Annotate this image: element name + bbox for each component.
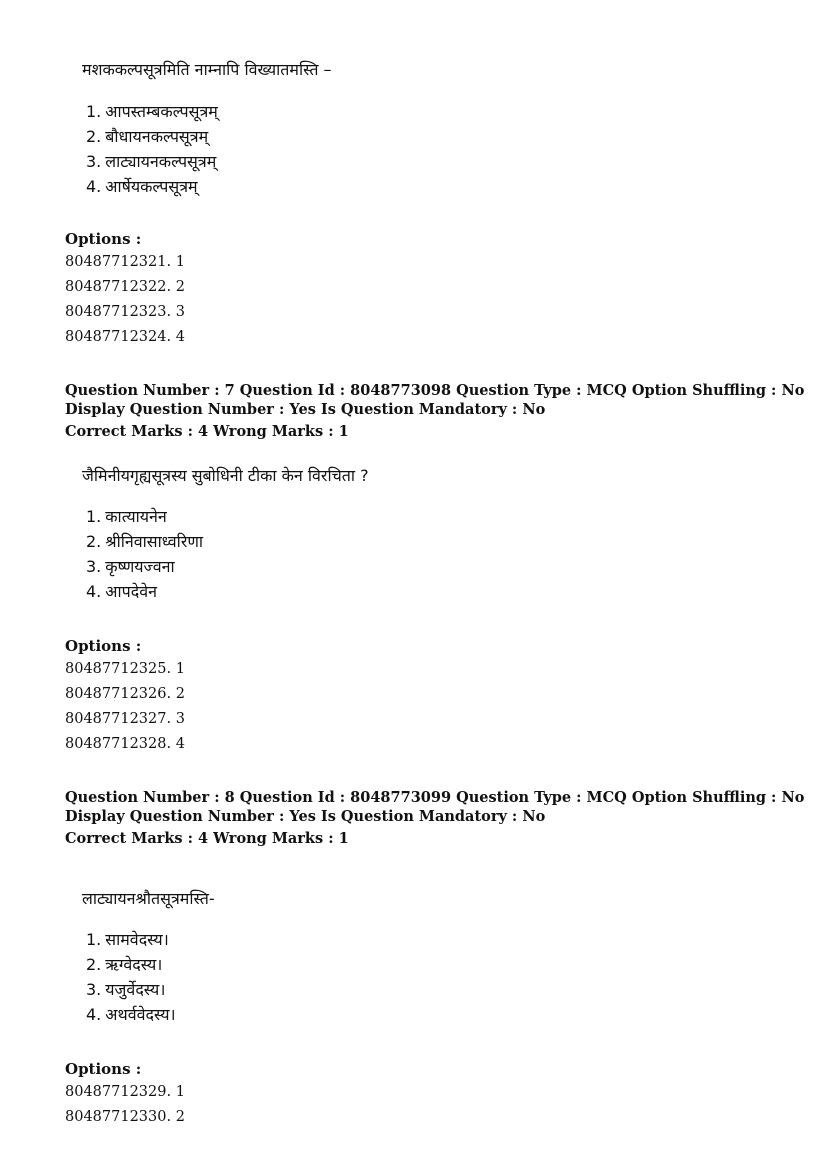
- question-stem: मशककल्पसूत्रमिति नाम्नापि विख्यातमस्ति –: [82, 60, 332, 79]
- options-label: Options :: [65, 637, 142, 655]
- question-meta-line: Display Question Number : Yes Is Question Mandatory : No: [65, 401, 546, 418]
- answer-choice: 3. लाट्यायनकल्पसूत्रम्: [86, 152, 217, 171]
- option-id-row: 80487712329. 1: [65, 1084, 185, 1100]
- option-id-row: 80487712321. 1: [65, 254, 185, 270]
- option-id-row: 80487712328. 4: [65, 736, 185, 752]
- question-meta-line: Question Number : 7 Question Id : 8048773098 Question Type : MCQ Option Shuffling : No: [65, 382, 805, 399]
- answer-choice: 2. श्रीनिवासाध्वरिणा: [86, 532, 204, 551]
- answer-choice: 4. आर्षेयकल्पसूत्रम्: [86, 177, 198, 196]
- answer-choice: 3. कृष्णयज्वना: [86, 557, 175, 576]
- answer-choices: [86, 504, 203, 604]
- option-id-row: 80487712327. 3: [65, 711, 185, 727]
- option-id-row: 80487712322. 2: [65, 279, 185, 295]
- option-id-row: 80487712323. 3: [65, 304, 185, 320]
- options-label: Options :: [65, 230, 142, 248]
- question-meta-line: Question Number : 8 Question Id : 8048773099 Question Type : MCQ Option Shuffling : No: [65, 789, 805, 806]
- option-id-row: 80487712324. 4: [65, 329, 185, 345]
- answer-choice: 2. बौधायनकल्पसूत्रम्: [86, 127, 209, 146]
- option-id-list: [65, 657, 185, 757]
- option-id-row: 80487712330. 2: [65, 1109, 185, 1125]
- answer-choice: 1. सामवेदस्य।: [86, 930, 169, 949]
- answer-choice: 2. ऋग्वेदस्य।: [86, 955, 163, 974]
- option-id-row: 80487712326. 2: [65, 686, 185, 702]
- answer-choices: [86, 99, 218, 199]
- marks-line: Correct Marks : 4 Wrong Marks : 1: [65, 423, 349, 440]
- answer-choice: 4. आपदेवेन: [86, 582, 157, 601]
- question-meta-line: Display Question Number : Yes Is Question Mandatory : No: [65, 808, 546, 825]
- answer-choice: 3. यजुर्वेदस्य।: [86, 980, 166, 999]
- marks-line: Correct Marks : 4 Wrong Marks : 1: [65, 830, 349, 847]
- answer-choice: 1. कात्यायनेन: [86, 507, 167, 526]
- answer-choice: 4. अथर्ववेदस्य।: [86, 1005, 176, 1024]
- option-id-row: 80487712325. 1: [65, 661, 185, 677]
- question-stem: जैमिनीयगृह्यसूत्रस्य सुबोधिनी टीका केन विरचिता ?: [82, 466, 369, 485]
- answer-choice: 1. आपस्तम्बकल्पसूत्रम्: [86, 102, 218, 121]
- question-stem: लाट्यायनश्रौतसूत्रमस्ति-: [82, 889, 215, 908]
- options-label: Options :: [65, 1060, 142, 1078]
- answer-choices: [86, 927, 176, 1027]
- option-id-list: [65, 1080, 185, 1130]
- option-id-list: [65, 250, 185, 350]
